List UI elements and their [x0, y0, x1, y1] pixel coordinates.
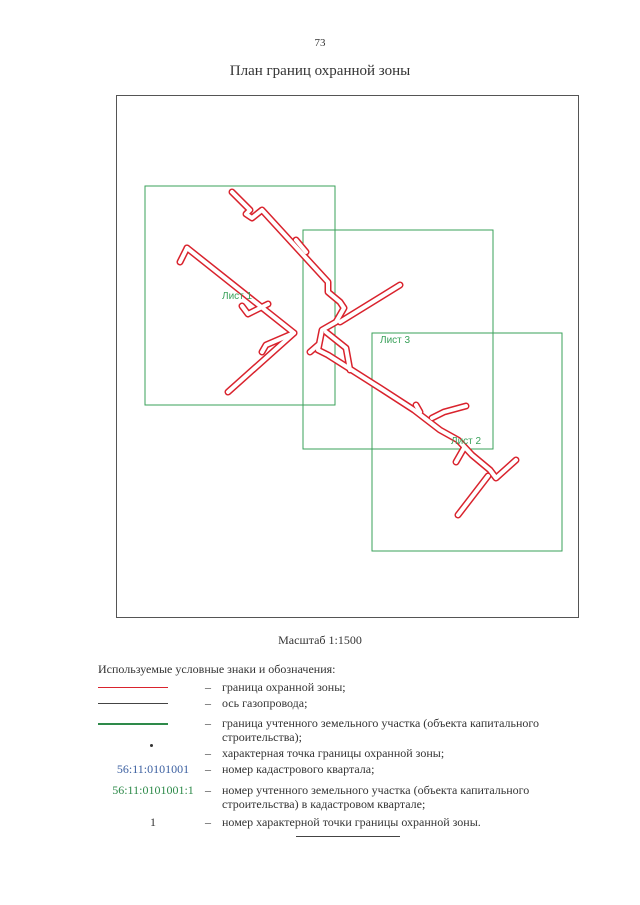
legend-text: номер учтенного земельного участка (объекта капитального строительства) в кадастровом квартале; [222, 783, 530, 811]
legend-text: граница учтенного земельного участка (объекта капитального строительства); [222, 716, 540, 744]
sheet-label-1: Лист 1 [222, 291, 253, 302]
legend-symbol-green-line [98, 716, 208, 730]
legend-text: номер кадастрового квартала; [222, 762, 375, 776]
page-title: План границ охранной зоны [229, 63, 411, 79]
legend-dash: – [205, 716, 211, 730]
legend-text: характерная точка границы охранной зоны; [222, 746, 445, 760]
legend-text: ось газопровода; [222, 696, 308, 710]
legend-symbol-dot [98, 746, 208, 760]
scale-label: Масштаб 1:1500 [278, 633, 362, 647]
legend-dash: – [205, 783, 211, 797]
legend-symbol-parcel-number: 56:11:0101001:1 [112, 783, 194, 797]
legend-symbol-red-line [98, 680, 208, 694]
sheet-label-2: Лист 2 [451, 436, 482, 447]
legend-text: граница охранной зоны; [222, 680, 346, 694]
legend-dash: – [205, 762, 211, 776]
sheet-label-3: Лист 3 [380, 335, 411, 346]
page-number: 73 [314, 37, 326, 49]
legend-title: Используемые условные знаки и обозначения: [98, 662, 336, 676]
legend-symbol-black-line [98, 696, 208, 710]
legend-dash: – [205, 680, 211, 694]
legend-dash: – [205, 696, 211, 710]
end-rule [296, 836, 400, 837]
protection-zone-boundary [180, 192, 516, 515]
legend-text: номер характерной точки границы охранной зоны. [222, 815, 481, 829]
legend-symbol-quarter-number: 56:11:0101001 [116, 762, 190, 776]
legend-dash: – [205, 746, 211, 760]
legend-dash: – [205, 815, 211, 829]
legend-symbol-point-number: 1 [150, 815, 156, 829]
